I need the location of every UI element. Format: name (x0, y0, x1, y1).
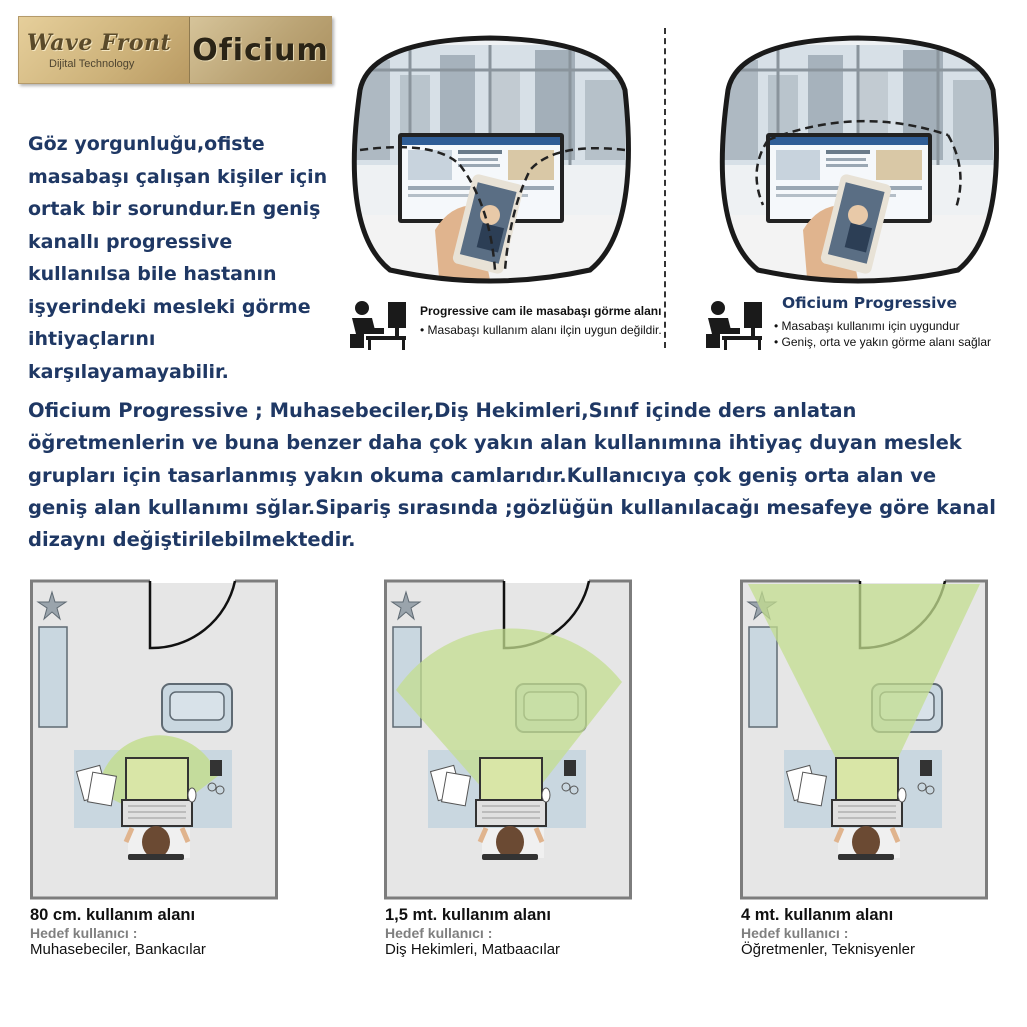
brand-logo (18, 16, 332, 84)
room-caption-4mt (741, 906, 915, 959)
paragraph-line: Oficium Progressive ; Muhasebeciler,Diş Hekimleri,Sınıf içinde ders anlatan (28, 399, 857, 422)
lens-right-title: Oficium Progressive (782, 294, 958, 312)
room-title: 4 mt. kullanım alanı (741, 906, 894, 924)
paragraph-line: grupları için tasarlanmış yakın okuma camlarıdır.Kullanıcıya çok geniş orta alan ve (28, 463, 937, 487)
intro-line: kullanılsa bile hastanın (28, 263, 277, 285)
paragraph-line: öğretmenlerin ve buna benzer daha çok yakın alan kullanımına ihtiyaç duyan meslek (28, 431, 962, 455)
paragraph-line: dizaynı değiştirilebilmektedir. (28, 528, 356, 552)
lens-right-bullet: • Geniş, orta ve yakın görme alanı sağlar (774, 335, 991, 349)
oficium-logo (190, 17, 331, 83)
room-users: Diş Hekimleri, Matbaacılar (385, 941, 561, 958)
room-users: Muhasebeciler, Bankacılar (30, 941, 206, 958)
lens-left-title: Progressive cam ile masabaşı görme alanı (420, 304, 662, 318)
room-plan-80cm (30, 578, 278, 900)
lens-left-bullet: • Masabaşı kullanım alanı ilçin uygun değildir. (420, 323, 662, 337)
intro-line: işyerindeki mesleki görme (28, 295, 311, 318)
wavefront-logo (19, 17, 190, 83)
intro-text (28, 128, 338, 388)
lens-right-caption (774, 294, 991, 350)
lens-left-illustration (340, 30, 640, 290)
room-subtitle: Hedef kullanıcı : (30, 925, 138, 941)
intro-line: ortak bir sorundur.En geniş (28, 198, 321, 220)
desk-worker-icon (702, 298, 766, 350)
room-caption-1-5mt (385, 906, 560, 959)
lens-left-caption (420, 304, 662, 338)
room-plan-1-5mt (384, 578, 632, 900)
room-subtitle: Hedef kullanıcı : (741, 925, 849, 941)
lens-right-bullet: • Masabaşı kullanımı için uygundur (774, 319, 960, 333)
room-caption-80cm (30, 906, 206, 959)
wavefront-wordmark: Wave Front (27, 30, 172, 56)
room-plan-4mt (740, 578, 988, 900)
paragraph-line: geniş alan kullanımı sğlar.Sipariş sırasında ;gözlüğün kullanılacağı mesafeye göre kanal (28, 495, 996, 519)
lens-right-illustration (708, 30, 1008, 290)
room-title: 1,5 mt. kullanım alanı (385, 906, 551, 924)
intro-line: kanallı progressive (28, 230, 233, 253)
description-paragraph (28, 395, 998, 556)
intro-line: Göz yorgunluğu,ofiste (28, 133, 265, 155)
intro-line: karşılayamayabilir. (28, 360, 229, 383)
intro-line: masabaşı çalışan kişiler için (28, 165, 328, 188)
desk-worker-icon (346, 298, 410, 350)
intro-line: ihtiyaçlarını (28, 328, 156, 350)
wavefront-tagline: Dijital Technology (49, 58, 135, 70)
oficium-wordmark: Oficium (192, 32, 329, 68)
room-subtitle: Hedef kullanıcı : (385, 925, 493, 941)
room-users: Öğretmenler, Teknisyenler (741, 941, 915, 958)
lens-divider (664, 28, 666, 348)
room-title: 80 cm. kullanım alanı (30, 906, 196, 924)
